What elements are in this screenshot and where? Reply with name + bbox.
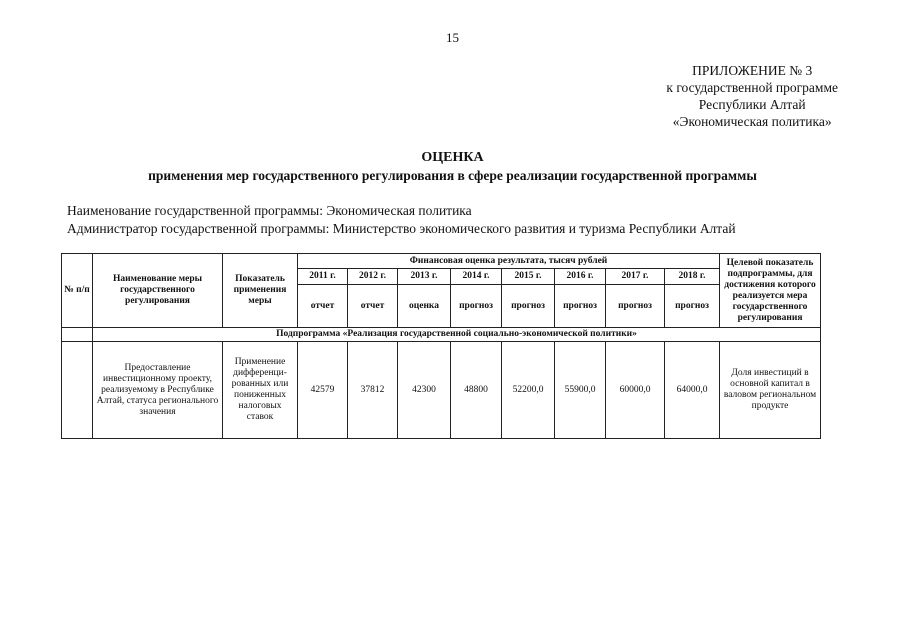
appendix-block <box>666 62 838 130</box>
subprogram-title: Подпрограмма «Реализация государственной социально-экономической политики» <box>93 328 821 342</box>
year-type: прогноз <box>555 285 606 328</box>
program-name: Наименование государственной программы: Экономическая политика <box>67 203 472 218</box>
year-header: 2014 г. <box>451 269 502 285</box>
document-title: ОЦЕНКА <box>421 150 484 165</box>
row-target: Доля инвестиций в основной капитал в валовом региональном продукте <box>720 342 821 439</box>
row-value: 64000,0 <box>665 342 720 439</box>
row-value: 37812 <box>348 342 398 439</box>
year-header: 2017 г. <box>606 269 665 285</box>
appendix-line-3: Республики Алтай <box>698 97 806 112</box>
year-type: отчет <box>298 285 348 328</box>
year-header: 2016 г. <box>555 269 606 285</box>
year-type: прогноз <box>451 285 502 328</box>
header-target: Целевой показатель подпрограммы, для достижения которого реализуется мера государственного регулирования <box>720 254 821 328</box>
measures-table <box>61 253 821 439</box>
year-type: отчет <box>348 285 398 328</box>
row-value: 52200,0 <box>502 342 555 439</box>
year-header: 2012 г. <box>348 269 398 285</box>
year-header: 2018 г. <box>665 269 720 285</box>
year-header: 2015 г. <box>502 269 555 285</box>
row-measure-name: Предоставление инвестиционному проекту, реализуемому в Республике Алтай, статуса регионального значения <box>93 342 223 439</box>
appendix-line-1: ПРИЛОЖЕНИЕ № 3 <box>692 63 813 78</box>
row-number <box>62 342 93 439</box>
year-type: прогноз <box>665 285 720 328</box>
year-type: прогноз <box>502 285 555 328</box>
header-financial-estimate: Финансовая оценка результата, тысяч рублей <box>298 254 720 269</box>
appendix-line-4: «Экономическая политика» <box>672 114 832 129</box>
header-measure-name: Наименование меры государственного регулирования <box>93 254 223 328</box>
program-administrator: Администратор государственной программы: Министерство экономического развития и туризма Республики Алтай <box>67 221 736 236</box>
header-number: № п/п <box>62 254 93 328</box>
year-header: 2011 г. <box>298 269 348 285</box>
row-value: 48800 <box>451 342 502 439</box>
table-row <box>62 342 821 439</box>
row-value: 42300 <box>398 342 451 439</box>
row-value: 55900,0 <box>555 342 606 439</box>
year-type: оценка <box>398 285 451 328</box>
subprogram-number-cell <box>62 328 93 342</box>
document-subtitle: применения мер государственного регулирования в сфере реализации государственной программы <box>148 168 757 183</box>
year-header: 2013 г. <box>398 269 451 285</box>
row-value: 60000,0 <box>606 342 665 439</box>
row-indicator: Применение дифференци-рованных или пониженных налоговых ставок <box>223 342 298 439</box>
page-number: 15 <box>446 30 459 45</box>
header-indicator: Показатель применения меры <box>223 254 298 328</box>
year-type: прогноз <box>606 285 665 328</box>
appendix-line-2: к государственной программе <box>666 80 838 95</box>
row-value: 42579 <box>298 342 348 439</box>
